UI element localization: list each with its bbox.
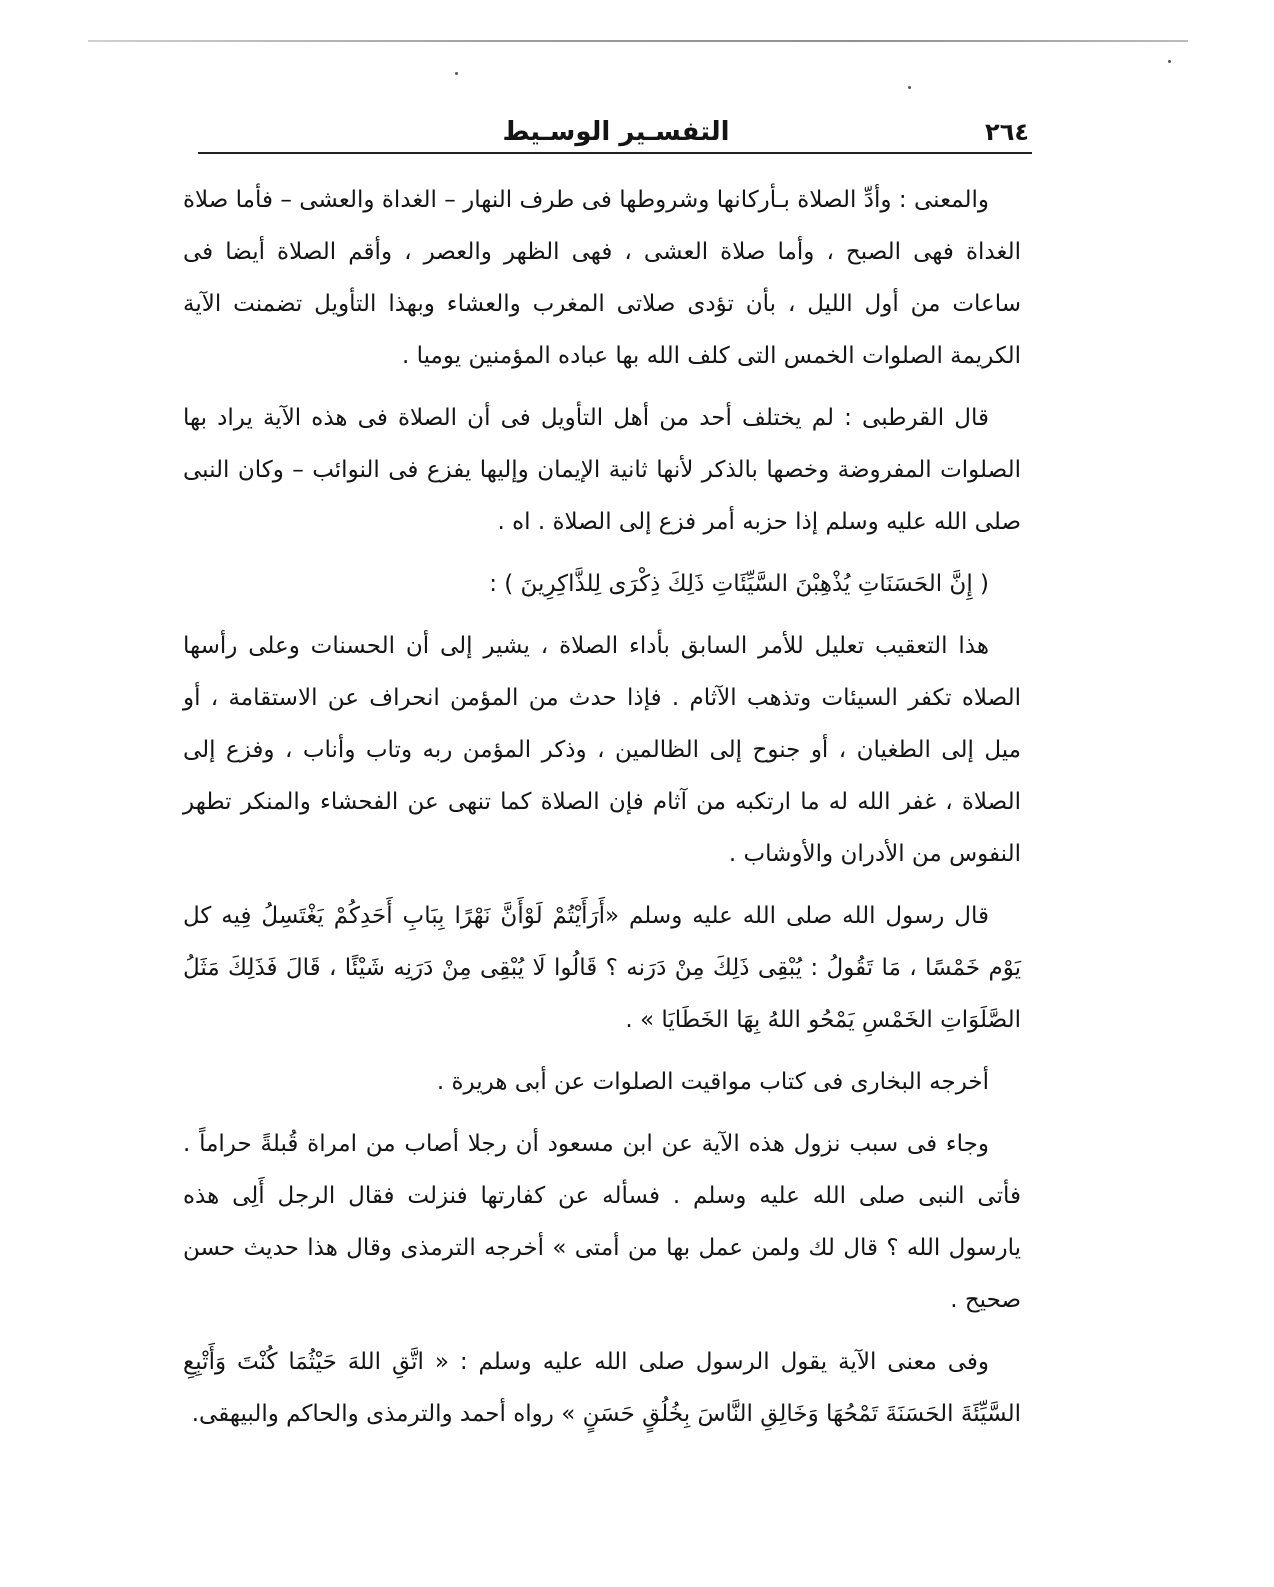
paragraph: وجاء فى سبب نزول هذه الآية عن ابن مسعود أن رجلا أصاب من امراة قُبلةً حراماً . فأتى النبى صلى الله عليه وسلم . فسأله عن كفارتها فنزلت فقال الرجل أَلِى هذه يارسول الله ؟ قال لك ولمن عمل بها من أمتى » أخرجه الترمذى وقال هذا حديث حسن صحيح . bbox=[183, 1131, 1021, 1313]
scan-speck bbox=[1168, 60, 1171, 63]
page-header bbox=[203, 116, 1029, 152]
paragraph: قال رسول الله صلى الله عليه وسلم «أَرَأَيْتُمْ لَوْأَنَّ نَهْرًا بِبَابِ أَحَدِكُمْ يَغْتَسِلُ فِيه كل يَوْم خَمْسًا ، مَا تَقُولُ : يُبْقِى ذَلِكَ مِنْ دَرَنه ؟ قَالُوا لَا يُبْقِى مِنْ دَرَنِه شَيْئًا ، قَالَ فَذَلِكَ مَثَلُ الصَّلَوَاتِ الخَمْسِ يَمْحُو اللهُ بِهَا الخَطَايَا » . bbox=[183, 903, 1021, 1033]
paragraph: قال القرطبى : لم يختلف أحد من أهل التأويل فى أن الصلاة فى هذه الآية يراد بها الصلوات المفروضة وخصها بالذكر لأنها ثانية الإيمان وإليها يفزع فى النوائب – وكان النبى صلى الله عليه وسلم إذا حزبه أمر فزع إلى الصلاة . اه . bbox=[183, 405, 1021, 535]
paragraph: هذا التعقيب تعليل للأمر السابق بأداء الصلاة ، يشير إلى أن الحسنات وعلى رأسها الصلاه تكفر السيئات وتذهب الآثام . فإذا حدث من المؤمن انحراف عن الاستقامة ، أو ميل إلى الطغيان ، أو جنوح إلى الظالمين ، وذكر المؤمن ربه وتاب وأناب ، وفزع إلى الصلاة ، غفر الله له ما ارتكبه من آثام فإن الصلاة كما تنهى عن الفحشاء والمنكر تطهر النفوس من الأدران والأوشاب . bbox=[183, 633, 1021, 867]
scan-edge-line bbox=[88, 40, 1188, 42]
paragraph: والمعنى : وأدِّ الصلاة بـأركانها وشروطها فى طرف النهار – الغداة والعشى – فأما صلاة الغداة فهى الصبح ، وأما صلاة العشى ، فهى الظهر والعصر ، وأقم الصلاة أيضا فى ساعات من أول الليل ، بأن تؤدى صلاتى المغرب والعشاء وبهذا التأويل تضمنت الآية الكريمة الصلوات الخمس التى كلف الله بها عباده المؤمنين يوميا . bbox=[183, 187, 1021, 369]
scan-speck bbox=[908, 86, 911, 89]
body-text bbox=[183, 174, 1021, 1450]
verse-heading: ( إِنَّ الحَسَنَاتِ يُذْهِبْنَ السَّيِّئَاتِ ذَلِكَ ذِكْرَى لِلذَّاكِرِينَ ) : bbox=[489, 571, 989, 597]
running-title: التفسـير الوسـيط bbox=[502, 117, 730, 147]
paragraph: أخرجه البخارى فى كتاب مواقيت الصلوات عن أبى هريرة . bbox=[436, 1069, 989, 1095]
header-rule bbox=[198, 152, 1032, 154]
scan-speck bbox=[455, 72, 458, 75]
page-number: ٢٦٤ bbox=[985, 118, 1029, 146]
paragraph: وفى معنى الآية يقول الرسول صلى الله عليه وسلم : « اتَّقِ اللهَ حَيْثُمَا كُنْتَ وَأَتْبِعِ السَّيِّئَةَ الحَسَنَةَ تَمْحُهَا وَخَالِقِ النَّاسَ بِخُلُقٍ حَسَنٍ » رواه أحمد والترمذى والحاكم والبيهقى. bbox=[183, 1349, 1021, 1427]
